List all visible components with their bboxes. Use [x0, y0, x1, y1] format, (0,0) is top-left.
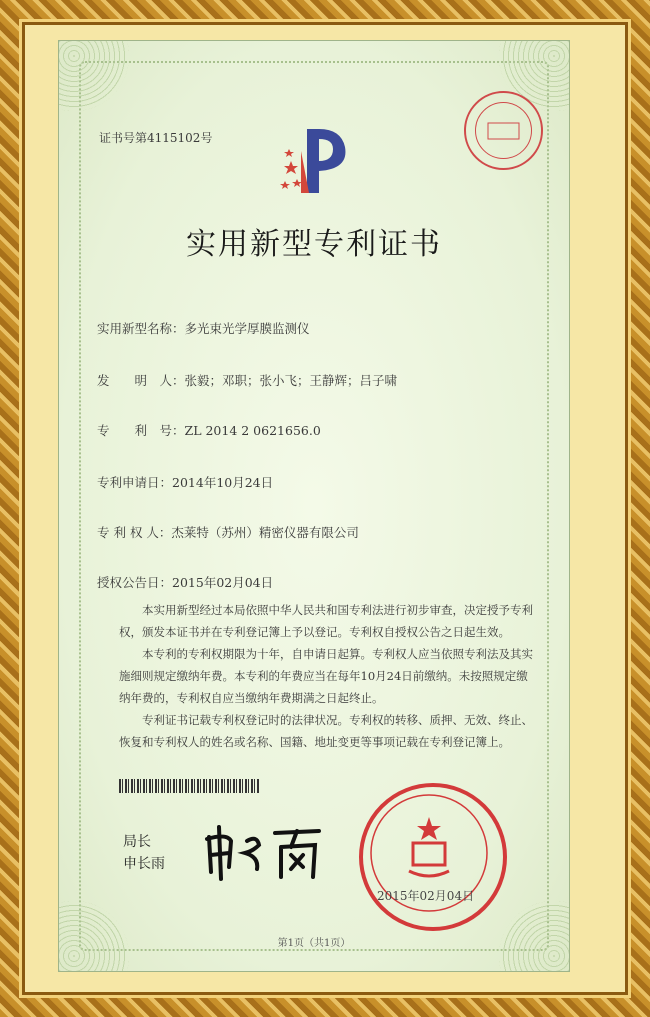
signature-name-print: 申长雨: [123, 856, 165, 872]
seal-icon: [466, 93, 541, 168]
paragraph-term: 本专利的专利权期限为十年，自申请日起算。专利权人应当依照专利法及其实施细则规定缴纳年费。本专利的年费应当在每年10月24日前缴纳。未按照规定缴纳年费的，专利权自应当缴纳年费期满之日起终止。: [119, 647, 533, 705]
field-inventors: 发 明 人：张毅；邓职；张小飞；王静辉；吕子啸: [97, 373, 398, 388]
signature-title: 局长: [123, 834, 151, 850]
certificate-number: 证书号第4115102号: [99, 131, 213, 145]
certificate-paper: [58, 40, 570, 972]
certificate-title: 实用新型专利证书: [186, 227, 442, 262]
paragraph-grant: 本实用新型经过本局依照中华人民共和国专利法进行初步审查，决定授予专利权，颁发本证书并在专利登记簿上予以登记。专利权自授权公告之日起生效。: [119, 603, 533, 639]
field-grant-date: 授权公告日：2015年02月04日: [97, 575, 274, 590]
star-icons: [280, 149, 302, 189]
handwritten-signature: [199, 817, 329, 887]
field-application-date: 专利申请日：2014年10月24日: [97, 475, 274, 490]
paragraph-register: 专利证书记载专利权登记时的法律状况。专利权的转移、质押、无效、终止、恢复和专利权人的姓名或名称、国籍、地址变更等事项记载在专利登记簿上。: [119, 713, 533, 749]
official-seal: [359, 783, 507, 931]
barcode: [119, 779, 259, 793]
field-patent-number: 专 利 号：ZL 2014 2 0621656.0: [97, 423, 321, 438]
page-footer: 第1页（共1页）: [277, 938, 351, 949]
patent-office-logo: [279, 121, 359, 201]
registration-seal: [464, 91, 543, 170]
field-patentee: 专 利 权 人：杰莱特（苏州）精密仪器有限公司: [97, 525, 359, 540]
seal-date: 2015年02月04日: [377, 889, 475, 903]
field-utility-model-name: 实用新型名称：多光束光学厚膜监测仪: [97, 321, 310, 336]
